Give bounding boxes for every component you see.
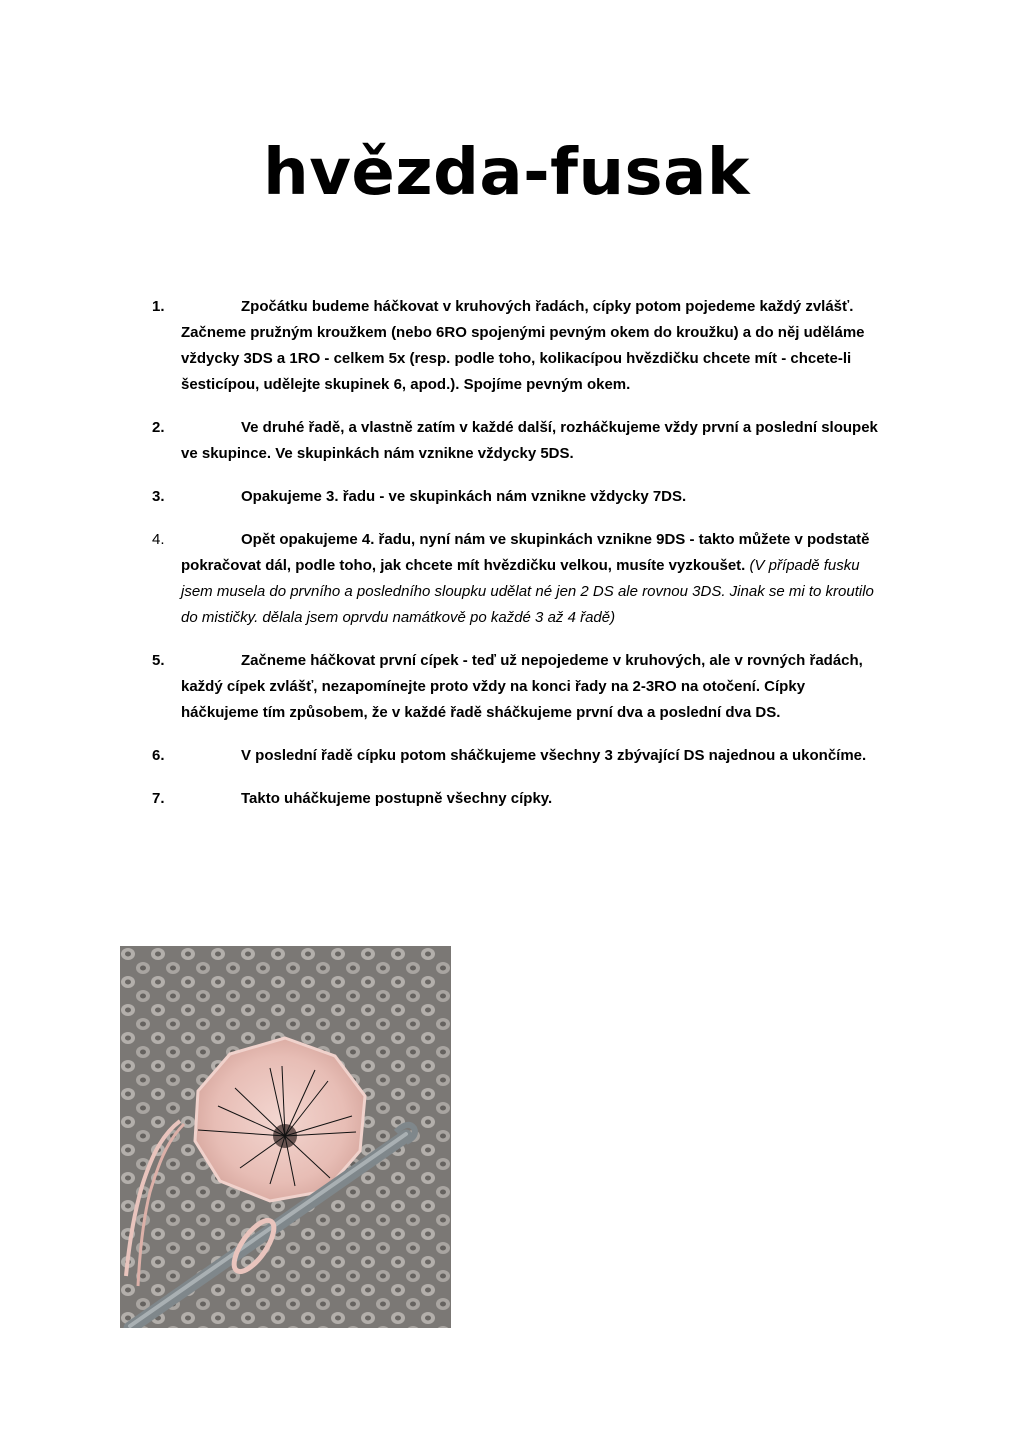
step-number: 7. xyxy=(152,790,165,807)
step-text: Opět opakujeme 4. řadu, nyní nám ve skupinkách vznikne 9DS - takto můžete v podstatě pokračovat dál, podle toho, jak chcete mít hvězdičku velkou, musíte vyzkoušet. xyxy=(181,531,870,574)
steps-list xyxy=(150,294,885,829)
step-number: 1. xyxy=(152,298,165,315)
crochet-photo-illustration xyxy=(120,946,451,1328)
step-text: Ve druhé řadě, a vlastně zatím v každé další, rozháčkujeme vždy první a poslední sloupek ve skupince. Ve skupinkách nám vznikne vždycky 5DS. xyxy=(181,419,878,462)
step-text: Takto uháčkujeme postupně všechny cípky. xyxy=(241,790,553,807)
step-item xyxy=(150,743,885,769)
step-text: Opakujeme 3. řadu - ve skupinkách nám vznikne vždycky 7DS. xyxy=(241,488,687,505)
step-item xyxy=(150,648,885,726)
step-number: 6. xyxy=(152,747,165,764)
step-number: 5. xyxy=(152,652,165,669)
document-title: hvězda-fusak xyxy=(263,136,750,210)
step-item xyxy=(150,415,885,467)
step-note: (V případě fusku jsem musela do prvního a posledního sloupku udělat né jen 2 DS ale rovnou 3DS. Jinak se mi to kroutilo do mističky. dělala jsem oprvdu namátkově po každé 3 až 4 řadě) xyxy=(181,557,874,626)
step-item xyxy=(150,294,885,398)
step-text: Začneme háčkovat první cípek - teď už nepojedeme v kruhových, ale v rovných řadách, každý cípek zvlášť, nezapomínejte proto vždy na konci řady na 2-3RO na otočení. Cípky háčkujeme tím způsobem, že v každé řadě sháčkujeme první dva a poslední dva DS. xyxy=(181,652,863,721)
step-text: Zpočátku budeme háčkovat v kruhových řadách, cípky potom pojedeme každý zvlášť. Začneme pružným kroužkem (nebo 6RO spojenými pevným okem do kroužku) a do něj uděláme vždycky 3DS a 1RO - celkem 5x (resp. podle toho, kolikacípou hvězdičku chcete mít - chcete-li šesticípou, udělejte skupinek 6, apod.). Spojíme pevným okem. xyxy=(181,298,865,393)
step-item xyxy=(150,786,885,812)
step-item xyxy=(150,527,885,631)
step-number: 3. xyxy=(152,488,165,505)
step-text: V poslední řadě cípku potom sháčkujeme všechny 3 zbývající DS najednou a ukončíme. xyxy=(241,747,867,764)
step-number: 4. xyxy=(152,531,165,548)
step-item xyxy=(150,484,885,510)
crochet-photo xyxy=(120,946,451,1328)
step-number: 2. xyxy=(152,419,165,436)
